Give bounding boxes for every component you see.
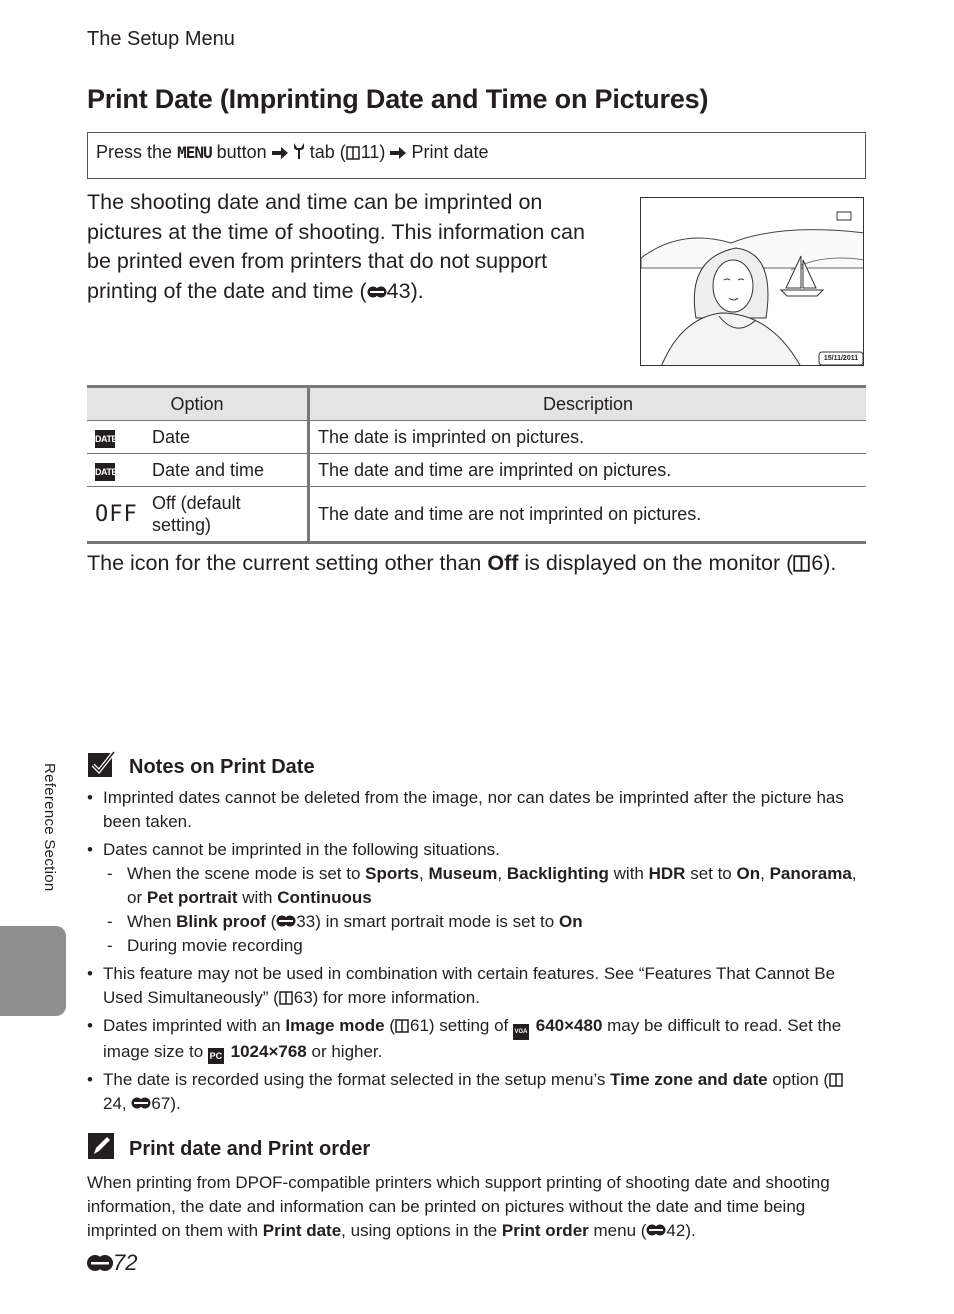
note-ref: 61: [409, 1016, 429, 1035]
pencil-note-icon: [87, 1132, 115, 1160]
sub-list: [103, 862, 865, 958]
menu-path-tab: tab (: [309, 142, 346, 162]
book-icon: [395, 1019, 409, 1033]
para-text: menu (: [593, 1221, 647, 1240]
list-item: [87, 786, 865, 834]
reference-section-icon: [646, 1223, 666, 1237]
note-text: ,: [418, 864, 424, 883]
table-header-row: [87, 387, 866, 421]
side-tab: [0, 926, 66, 1016]
note-bold: Time zone and date: [610, 1070, 768, 1089]
note-text: The date is recorded using the format selected in the setup menu’s: [103, 1070, 606, 1089]
intro-ref: 43: [386, 278, 411, 303]
note-text: , or: [127, 864, 857, 907]
note-text: option (: [772, 1070, 830, 1089]
table-row: [87, 454, 866, 487]
icon-note-text: The icon for the current setting other than: [87, 551, 482, 575]
list-item: [87, 1014, 865, 1064]
note-text: ).: [170, 1094, 181, 1113]
list-item: [87, 838, 865, 958]
option-label: Date and time: [140, 454, 309, 487]
note-bold: Backlighting: [506, 864, 609, 883]
para-bold: Print date: [262, 1221, 342, 1240]
print-date-options-table: [87, 385, 866, 544]
option-icon-cell: [87, 421, 140, 454]
para-text: ).: [685, 1221, 696, 1240]
note-text: This feature may not be used in combination with certain features. See “Features That Cannot Be Used Simultaneously” (: [103, 964, 836, 1007]
note-bold: Sports: [365, 864, 419, 883]
page-number: [87, 1250, 137, 1276]
intro-paragraph: [87, 188, 607, 306]
vga-size-icon: VGA: [513, 1024, 529, 1040]
wrench-icon: [293, 142, 305, 160]
note-text: with: [613, 864, 644, 883]
menu-path-box: [87, 132, 866, 179]
note-text: set to: [690, 864, 732, 883]
date-imprint-preview-image: [640, 197, 864, 366]
note-ref: 24: [103, 1094, 122, 1113]
date-imprint-icon: DATE: [95, 430, 115, 448]
note-ref: 33: [296, 912, 316, 931]
reference-section-icon: [87, 1253, 113, 1273]
note-bold: Panorama: [769, 864, 852, 883]
icon-note-text: ).: [823, 551, 837, 575]
note-bold: 1024×768: [230, 1042, 307, 1061]
list-item: [87, 962, 865, 1010]
note-text: with: [242, 888, 273, 907]
note-text: (: [389, 1016, 395, 1035]
para-text: When printing from DPOF-compatible printers which support printing of shooting date and shooting information, the date and information can be printed on pictures without the date and time being imprinted on them with: [87, 1173, 830, 1240]
arrow-right-icon: [390, 146, 406, 160]
note-bold: Continuous: [277, 888, 372, 907]
note-text: ) setting of: [428, 1016, 509, 1035]
menu-button-glyph: MENU: [177, 143, 212, 162]
arrow-right-icon: [272, 146, 288, 160]
note-ref: 63: [293, 988, 313, 1007]
sub-list-item: [103, 862, 865, 910]
page-number-text: 72: [113, 1250, 138, 1275]
checkmark-icon: [87, 750, 115, 778]
book-icon: [346, 146, 360, 160]
note-text: ,: [497, 864, 503, 883]
date-stamp-label: 15/11/2011: [823, 355, 859, 362]
option-label: Off (default setting): [140, 487, 309, 543]
icon-note-off: Off: [487, 551, 519, 575]
note-text: may be difficult to read. Set the image size to: [103, 1016, 842, 1061]
intro-text: The shooting date and time can be imprinted on pictures at the time of shooting. This information can be printed even from printers that do not support printing of the date and time (: [87, 190, 585, 303]
note-bold: HDR: [648, 864, 686, 883]
para-text: , using options in the: [341, 1221, 498, 1240]
note-text: During movie recording: [127, 936, 303, 955]
menu-path-press: Press the: [96, 142, 173, 162]
notes-list: [87, 786, 865, 1120]
note-ref: 67: [151, 1094, 171, 1113]
reference-section-icon: [276, 914, 296, 928]
table-row: [87, 487, 866, 543]
print-order-heading-text: Print date and Print order: [129, 1138, 371, 1160]
pc-size-icon: PC: [208, 1048, 224, 1064]
option-description: The date is imprinted on pictures.: [309, 421, 867, 454]
option-description: The date and time are imprinted on pictures.: [309, 454, 867, 487]
option-icon-cell: [87, 454, 140, 487]
note-text: Dates imprinted with an: [103, 1016, 281, 1035]
note-text: ,: [121, 1094, 127, 1113]
icon-display-note: [87, 551, 836, 576]
note-text: Dates cannot be imprinted in the following situations.: [103, 840, 500, 859]
book-icon: [793, 555, 810, 572]
sub-list-item: [103, 934, 865, 958]
section-header: The Setup Menu: [87, 28, 235, 50]
date-time-imprint-icon: DATE: [95, 463, 115, 481]
icon-note-ref: 6: [811, 551, 824, 575]
note-bold: 640×480: [535, 1016, 603, 1035]
intro-end: ).: [410, 278, 424, 303]
sub-list-item: [103, 910, 865, 934]
note-text: ) in smart portrait mode is set to: [315, 912, 555, 931]
notes-heading: [87, 750, 315, 779]
menu-path-tab-ref: 11: [360, 142, 380, 162]
table-header-description: Description: [309, 387, 867, 421]
option-label: Date: [140, 421, 309, 454]
menu-path-close: ): [379, 142, 386, 162]
table-row: [87, 421, 866, 454]
note-text: When: [127, 912, 172, 931]
icon-note-text: is displayed on the monitor (: [524, 551, 794, 575]
book-icon: [279, 991, 293, 1005]
off-icon: OFF: [95, 501, 138, 527]
page-title: Print Date (Imprinting Date and Time on Pictures): [87, 84, 709, 114]
notes-heading-text: Notes on Print Date: [129, 756, 315, 778]
book-icon: [829, 1073, 843, 1087]
note-text: ) for more information.: [312, 988, 480, 1007]
print-order-paragraph: [87, 1171, 847, 1243]
note-text: (: [270, 912, 277, 931]
menu-path-button: button: [216, 142, 267, 162]
option-description: The date and time are not imprinted on pictures.: [309, 487, 867, 543]
note-bold: On: [736, 864, 761, 883]
note-bold: Pet portrait: [146, 888, 238, 907]
option-icon-cell: [87, 487, 140, 543]
para-ref: 42: [666, 1221, 686, 1240]
side-tab-label: Reference Section: [41, 763, 58, 892]
table-header-option: Option: [87, 387, 309, 421]
note-text: or higher.: [311, 1042, 383, 1061]
para-bold: Print order: [501, 1221, 589, 1240]
note-text: When the scene mode is set to: [127, 864, 361, 883]
note-bold: Blink proof: [176, 912, 266, 931]
reference-section-icon: [131, 1096, 151, 1110]
reference-section-icon: [367, 285, 387, 299]
menu-path-destination: Print date: [411, 142, 489, 162]
print-order-heading: [87, 1132, 370, 1161]
list-item: [87, 1068, 865, 1116]
note-text: Imprinted dates cannot be deleted from the image, nor can dates be imprinted after the picture has been taken.: [103, 788, 844, 831]
note-bold: On: [558, 912, 583, 931]
note-bold: Image mode: [285, 1016, 385, 1035]
portrait-illustration: [641, 198, 864, 366]
note-bold: Museum: [428, 864, 498, 883]
note-text: ,: [760, 864, 765, 883]
